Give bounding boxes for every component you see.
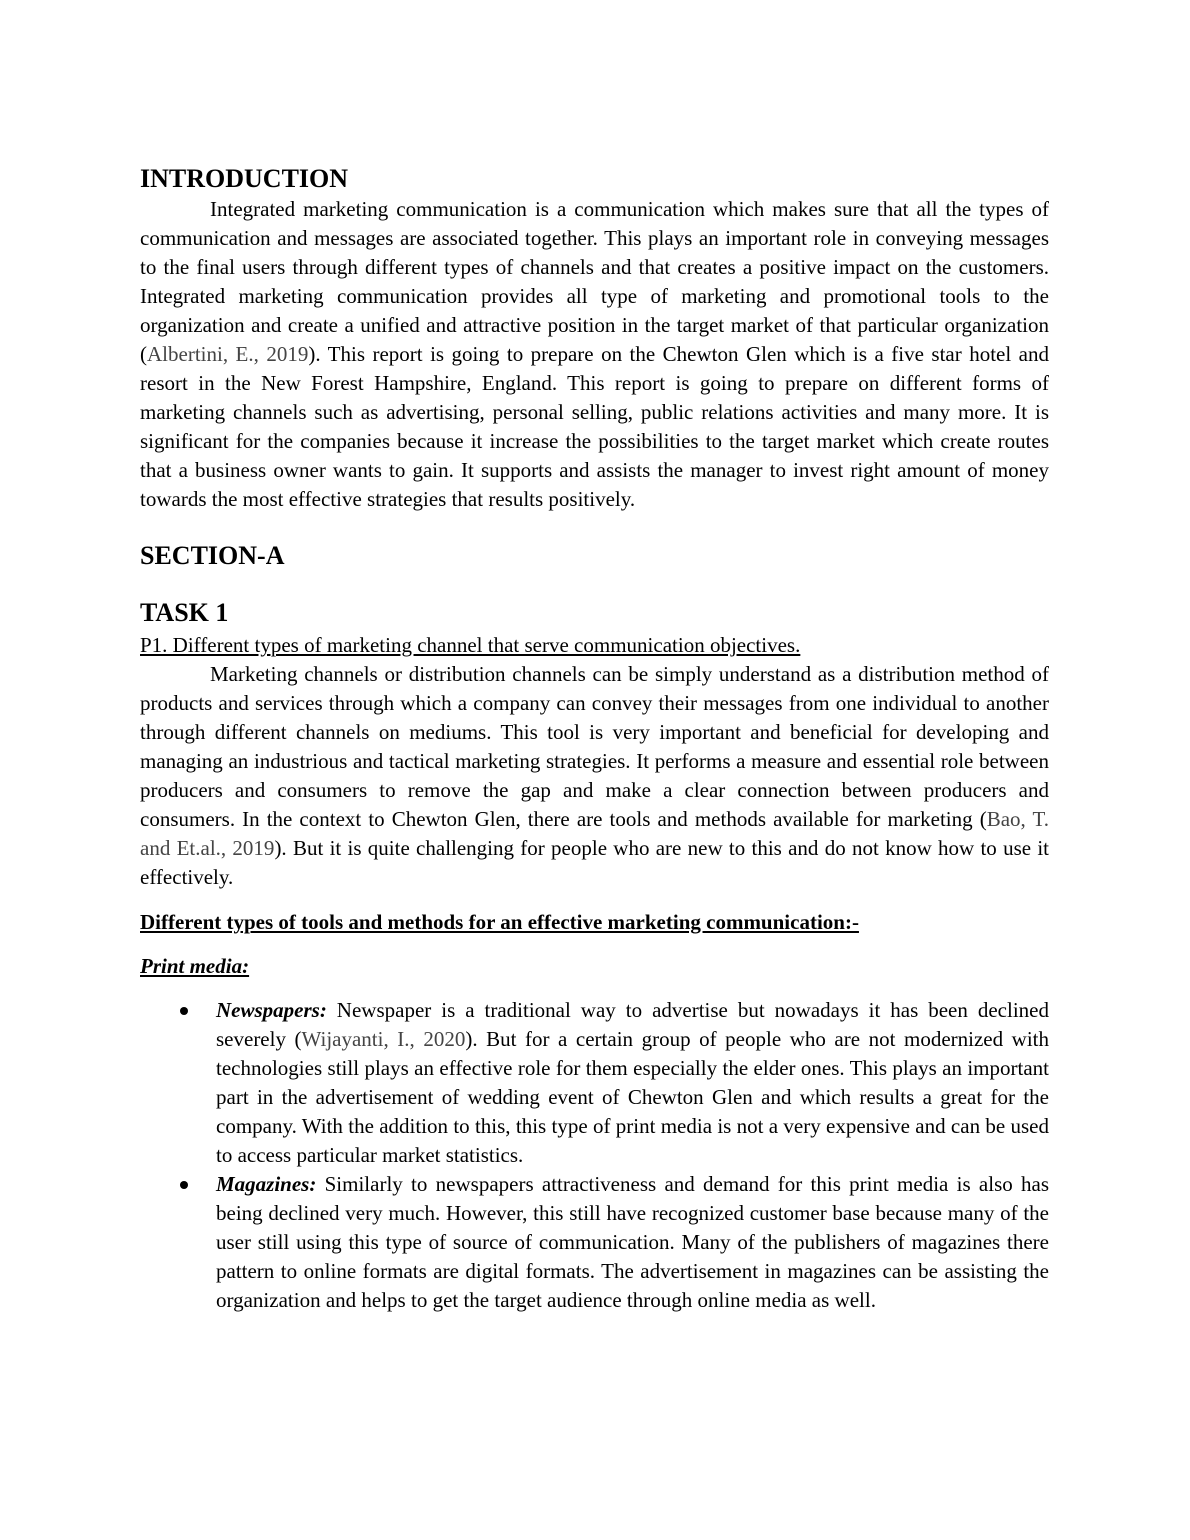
bullet-icon: [180, 1007, 188, 1015]
task-1-heading: TASK 1: [140, 598, 229, 627]
print-media-list: [140, 996, 1049, 1315]
list-item-citation: Wijayanti, I., 2020: [301, 1027, 466, 1051]
section-a-heading: SECTION-A: [140, 541, 285, 570]
list-item-text-a: Similarly to newspapers attractiveness and demand for this print media is also has being declined very much. However, this still have recognized customer base because many of the user still using this type of source of communication. Many of the publishers of magazines there pattern to online formats are digital formats. The advertisement in magazines can be assisting the organization and helps to get the target audience through online media as well.: [216, 1172, 1049, 1312]
list-item-text-b: ). But for a certain group of people who are not modernized with technologies still plays an effective role for them especially the elder ones. This plays an important part in the advertisement of wedding event of Chewton Glen and which results a great for the company. With the addition to this, this type of print media is not a very expensive and can be used to access particular market statistics.: [216, 1027, 1050, 1167]
bullet-icon: [180, 1181, 188, 1189]
task-1-text-b: ). But it is quite challenging for people who are new to this and do not know how to use it effectively.: [140, 836, 1050, 889]
list-item-term: Newspapers:: [216, 998, 327, 1022]
list-item-term: Magazines:: [216, 1172, 317, 1196]
list-item-magazines: [140, 1170, 1049, 1315]
print-media-heading: Print media:: [140, 954, 250, 978]
task-1-paragraph: [140, 660, 1049, 892]
tools-heading: Different types of tools and methods for an effective marketing communication:-: [140, 910, 859, 934]
introduction-paragraph: [140, 195, 1049, 514]
introduction-heading: INTRODUCTION: [140, 164, 349, 193]
document-page: [140, 163, 1049, 1315]
list-item-newspapers: [140, 996, 1049, 1170]
introduction-citation: Albertini, E., 2019: [147, 342, 309, 366]
list-item-text-a: Newspaper is a traditional way to advertise but nowadays it has been declined severely (: [216, 998, 1049, 1051]
task-1-subheading: P1. Different types of marketing channel that serve communication objectives.: [140, 633, 801, 657]
introduction-text-a: Integrated marketing communication is a communication which makes sure that all the types of communication and messages are associated together. This plays an important role in conveying messages to the final users through different types of channels and that creates a positive impact on the customers. Integrated marketing communication provides all type of marketing and promotional tools to the organization and create a unified and attractive position in the target market of that particular organization (: [140, 197, 1049, 366]
task-1-citation: Bao, T. and Et.al., 2019: [140, 807, 1049, 860]
introduction-text-b: ). This report is going to prepare on the Chewton Glen which is a five star hotel and resort in the New Forest Hampshire, England. This report is going to prepare on different forms of marketing channels such as advertising, personal selling, public relations activities and many more. It is significant for the companies because it increase the possibilities to the target market which create routes that a business owner wants to gain. It supports and assists the manager to invest right amount of money towards the most effective strategies that results positively.: [140, 342, 1049, 511]
task-1-text-a: Marketing channels or distribution channels can be simply understand as a distribution method of products and services through which a company can convey their messages from one individual to another through different channels on mediums. This tool is very important and beneficial for developing and managing an industrious and tactical marketing strategies. It performs a measure and essential role between producers and consumers to remove the gap and make a clear connection between producers and consumers. In the context to Chewton Glen, there are tools and methods available for marketing (: [140, 662, 1049, 831]
